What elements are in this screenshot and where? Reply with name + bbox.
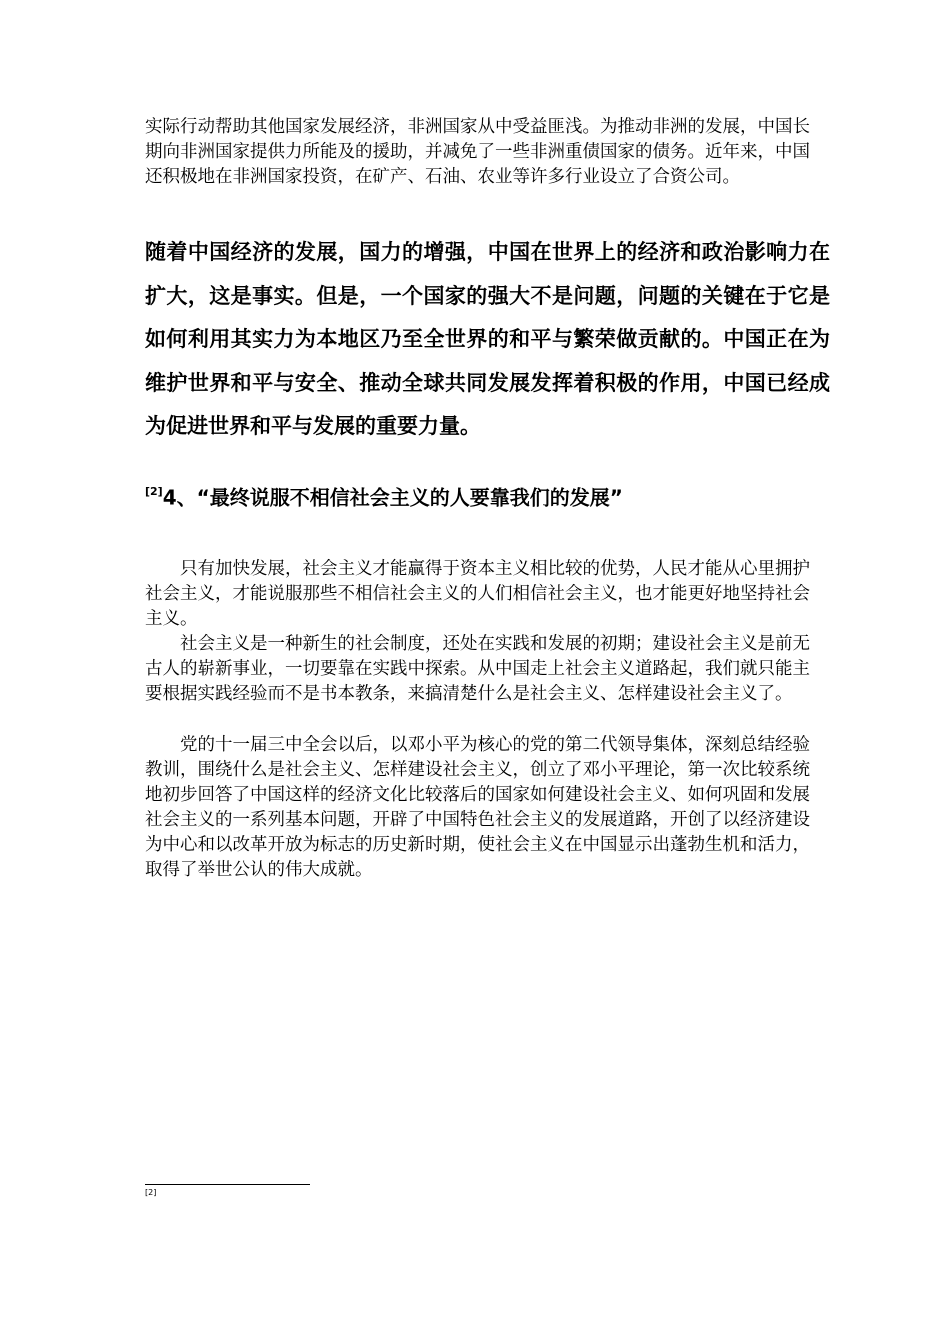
section-heading [145,477,825,515]
heading-text: 4、“最终说服不相信社会主义的人要靠我们的发展” [162,485,623,510]
body-paragraph-4: 党的十一届三中全会以后，以邓小平为核心的党的第二代领导集体，深刻总结经验教训，围绕什么是社会主义、怎样建设社会主义，创立了邓小平理论，第一次比较系统地初步回答了中国这样的经济文化比较落后的国家如何建设社会主义、如何巩固和发展社会主义的一系列基本问题，开辟了中国特色社会主义的发展道路，开创了以经济建设为中心和以改革开放为标志的历史新时期，使社会主义在中国显示出蓬勃生机和活力，取得了举世公认的伟大成就。 [145,735,810,880]
heading-footnote-ref[interactable]: [2] [145,485,163,498]
body-paragraph-1: 实际行动帮助其他国家发展经济，非洲国家从中受益匪浅。为推动非洲的发展，中国长期向非洲国家提供力所能及的援助，并减免了一些非洲重债国家的债务。近年来，中国还积极地在非洲国家投资，在矿产、石油、农业等许多行业设立了合资公司。 [145,117,810,187]
body-paragraph-2: 只有加快发展，社会主义才能赢得于资本主义相比较的优势，人民才能从心里拥护社会主义，才能说服那些不相信社会主义的人们相信社会主义，也才能更好地坚持社会主义。 [145,559,810,629]
body-paragraph-3: 社会主义是一种新生的社会制度，还处在实践和发展的初期；建设社会主义是前无古人的崭新事业，一切要靠在实践中探索。从中国走上社会主义道路起，我们就只能主要根据实践经验而不是书本教条，来搞清楚什么是社会主义、怎样建设社会主义了。 [145,634,810,704]
footnote-divider [145,1184,310,1185]
footnote-marker: [2] [145,1188,157,1197]
bold-emphasis-paragraph: 随着中国经济的发展，国力的增强，中国在世界上的经济和政治影响力在扩大，这是事实。但是，一个国家的强大不是问题，问题的关键在于它是如何利用其实力为本地区乃至全世界的和平与繁荣做贡献的。中国正在为维护世界和平与安全、推动全球共同发展发挥着积极的作用，中国已经成为促进世界和平与发展的重要力量。 [145,240,830,438]
